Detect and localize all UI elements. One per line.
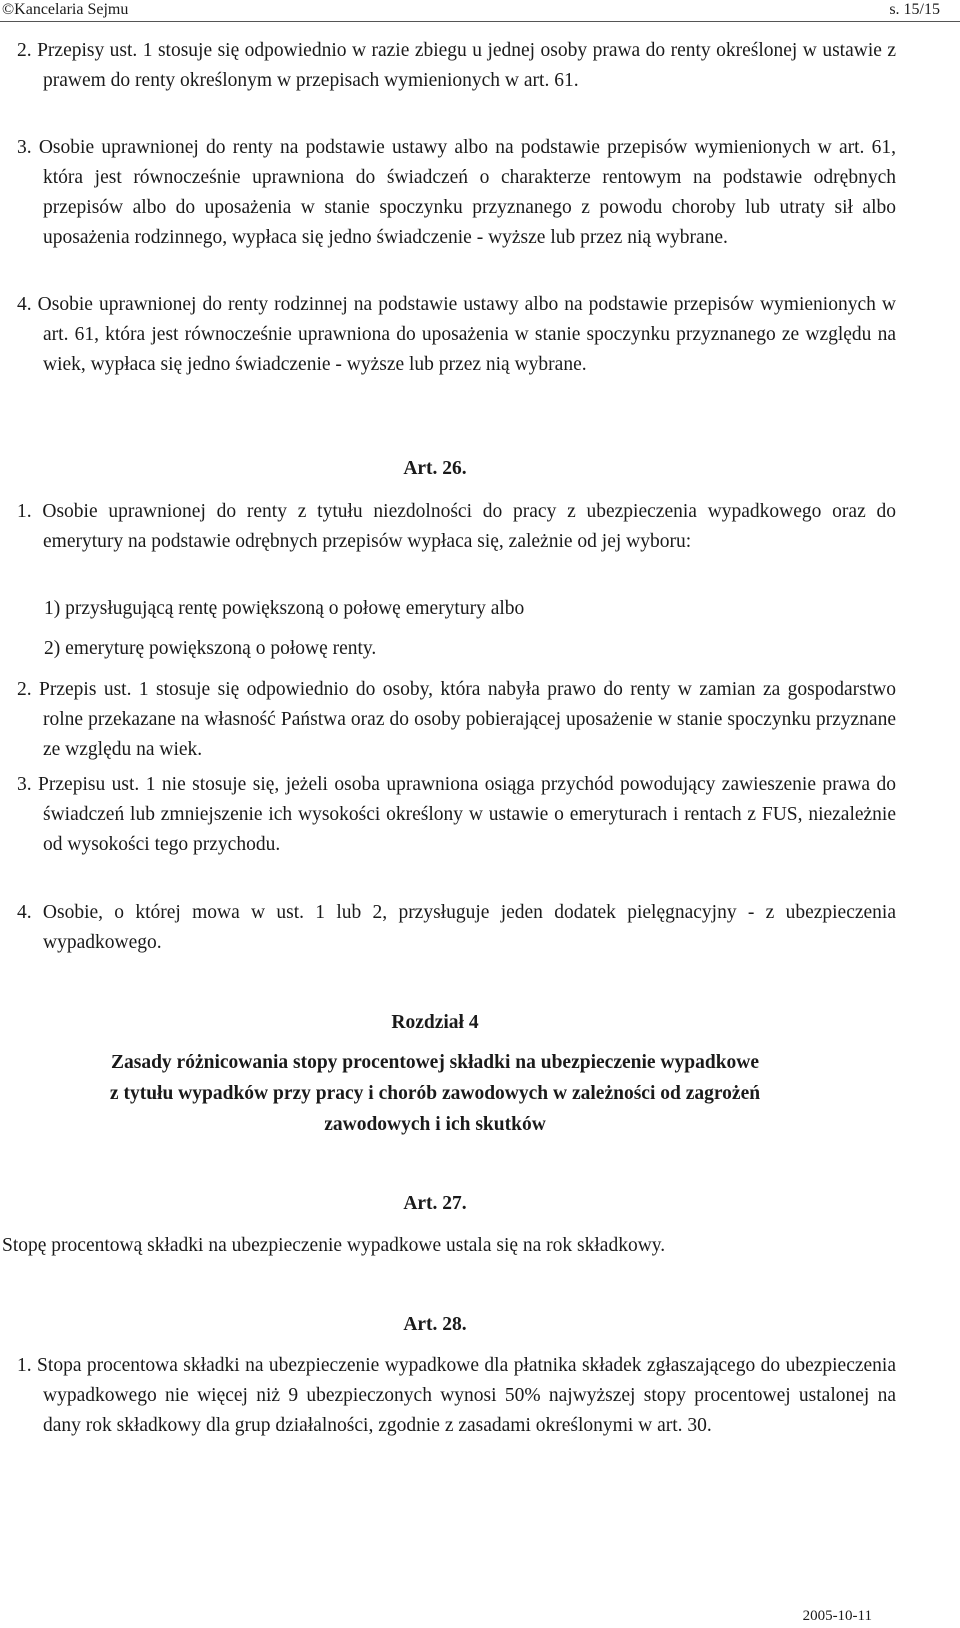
chapter-title-line-2: z tytułu wypadków przy pracy i chorób zawodowych w zależności od zagrożeń [109, 1083, 761, 1104]
chapter-title-line-3: zawodowych i ich skutków [324, 1114, 546, 1135]
art28-heading: Art. 28. [403, 1314, 467, 1335]
art26-paragraph-4: 4. Osobie, o której mowa w ust. 1 lub 2, przysługuje jeden dodatek pielęgnacyjny - z ubezpieczenia wypadkowego. [17, 902, 896, 953]
page-header [0, 0, 960, 22]
art26-item-2: 2) emeryturę powiększoną o połowę renty. [44, 638, 377, 659]
header-rule [0, 21, 960, 22]
footer-date: 2005-10-11 [802, 1608, 872, 1624]
copyright-label: ©Kancelaria Sejmu [2, 1, 129, 18]
art27-text: Stopę procentową składki na ubezpieczenie wypadkowe ustala się na rok składkowy. [2, 1235, 666, 1256]
chapter-heading: Rozdział 4 [391, 1012, 479, 1033]
art27-heading: Art. 27. [403, 1193, 467, 1214]
art26-paragraph-1: 1. Osobie uprawnionej do renty z tytułu niezdolności do pracy z ubezpieczenia wypadkowego oraz do emerytury na podstawie odrębnych przepisów wypłaca się, zależnie od jej wyboru: [17, 501, 896, 552]
art25-paragraph-3: 3. Osobie uprawnionej do renty na podstawie ustawy albo na podstawie przepisów wymienionych w art. 61, która jest równocześnie uprawniona do świadczeń o charakterze rentowym na podstawie odrębnych przepisów albo do uposażenia w stanie spoczynku przyznanego z powodu choroby lub utraty sił albo uposażenia rodzinnego, wypłaca się jedno świadczenie - wyższe lub przez nią wybrane. [17, 137, 896, 248]
art26-item-1: 1) przysługującą rentę powiększoną o połowę emerytury albo [44, 598, 525, 619]
art26-paragraph-2: 2. Przepis ust. 1 stosuje się odpowiednio do osoby, która nabyła prawo do renty w zamian za gospodarstwo rolne przekazane na własność Państwa oraz do osoby pobierającej uposażenie w stanie spoczynku przyznane ze względu na wiek. [17, 679, 896, 760]
art25-paragraph-2: 2. Przepisy ust. 1 stosuje się odpowiednio w razie zbiegu u jednej osoby prawa do renty określonej w ustawie z prawem do renty określonym w przepisach wymienionych w art. 61. [17, 40, 896, 91]
page-number: s. 15/15 [889, 1, 940, 18]
art26-heading: Art. 26. [403, 458, 467, 479]
art26-paragraph-3: 3. Przepisu ust. 1 nie stosuje się, jeżeli osoba uprawniona osiąga przychód powodujący zawieszenie prawa do świadczeń lub zmniejszenie ich wysokości określony w ustawie o emeryturach i rentach z FUS, niezależnie od wysokości tego przychodu. [17, 774, 896, 855]
art28-paragraph-1: 1. Stopa procentowa składki na ubezpieczenie wypadkowe dla płatnika składek zgłaszającego do ubezpieczenia wypadkowego nie więcej niż 9 ubezpieczonych wynosi 50% najwyższej stopy procentowej ustalonej na dany rok składkowy dla grup działalności, zgodnie z zasadami określonymi w art. 30. [17, 1355, 896, 1436]
art25-paragraph-4: 4. Osobie uprawnionej do renty rodzinnej na podstawie ustawy albo na podstawie przepisów wymienionych w art. 61, która jest równocześnie uprawniona do uposażenia w stanie spoczynku przyznanego ze względu na wiek, wypłaca się jedno świadczenie - wyższe lub przez nią wybrane. [17, 294, 896, 375]
chapter-title-line-1: Zasady różnicowania stopy procentowej składki na ubezpieczenie wypadkowe [110, 1052, 760, 1073]
